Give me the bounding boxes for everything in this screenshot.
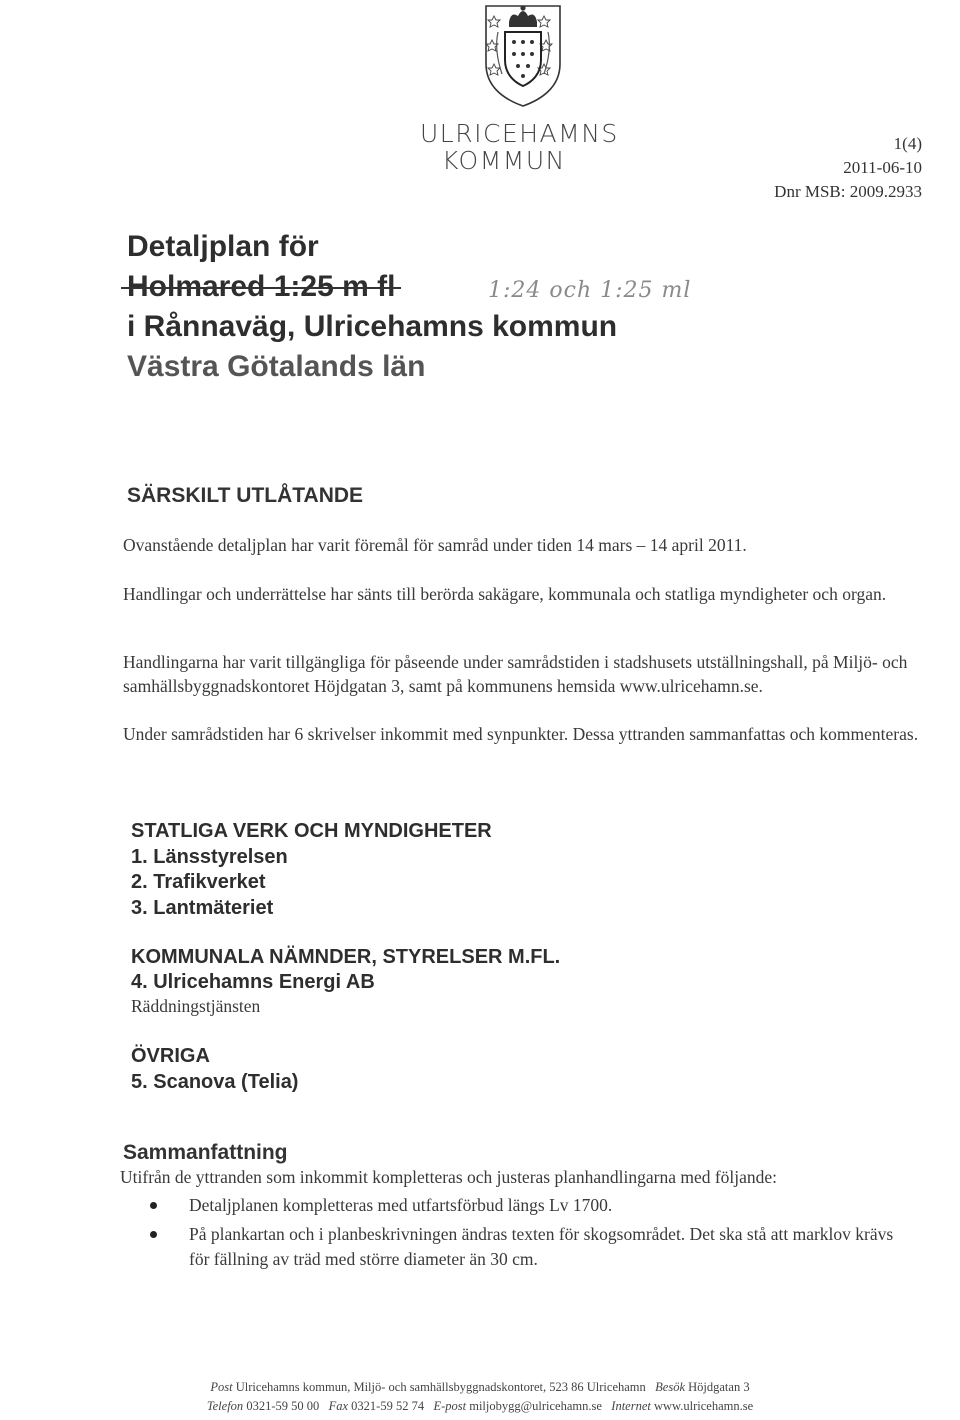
footer-phone-label: Telefon: [206, 1399, 244, 1413]
group-heading-ovriga: ÖVRIGA: [131, 1045, 210, 1067]
paragraph: Handlingar och underrättelse har sänts till berörda sakägare, kommunala och statliga myndigheter och organ.: [123, 584, 887, 604]
title-line4: Västra Götalands län: [127, 350, 426, 383]
footer-visit-value: Höjdgatan 3: [688, 1380, 750, 1394]
title-line2: [127, 270, 395, 304]
coat-of-arms-icon: [478, 2, 568, 110]
title-line3: i Rånnaväg, Ulricehamns kommun: [127, 310, 618, 343]
bullet-item: [150, 1222, 910, 1272]
title-line1: Detaljplan för: [127, 230, 319, 263]
footer-web-label: Internet: [611, 1399, 651, 1413]
bullet-text: Detaljplanen kompletteras med utfartsförbud längs Lv 1700.: [189, 1195, 613, 1215]
municipality-name-line2: KOMMUN: [442, 146, 566, 175]
group-heading-statliga: STATLIGA VERK OCH MYNDIGHETER: [131, 820, 492, 842]
list-item-sub: Räddningstjänsten: [131, 996, 261, 1016]
bullet-text: På plankartan och i planbeskrivningen ändras texten för skogsområdet. Det ska stå att marklov krävs för fällning av träd med större diameter än 30 cm.: [189, 1224, 894, 1269]
paragraph: Under samrådstiden har 6 skrivelser inkommit med synpunkter. Dessa yttranden sammanfattas och kommenteras.: [123, 724, 919, 744]
footer-web-value: www.ulricehamn.se: [653, 1399, 754, 1413]
footer-fax-value: 0321-59 52 74: [351, 1399, 425, 1413]
municipality-name-line1: ULRICEHAMNS: [420, 119, 619, 148]
bullet-dot-icon: [150, 1202, 157, 1209]
footer-line2: [0, 1399, 960, 1414]
footer-visit-label: Besök: [655, 1380, 685, 1394]
page-number: 1(4): [893, 134, 922, 153]
list-item: 1. Länsstyrelsen: [131, 846, 288, 868]
footer-email-value: miljobygg@ulricehamn.se: [469, 1399, 602, 1413]
summary-title: Sammanfattning: [123, 1141, 288, 1164]
list-item: 5. Scanova (Telia): [131, 1071, 299, 1093]
handwritten-annotation: 1:24 och 1:25 ml: [488, 278, 692, 303]
footer-email-label: E-post: [433, 1399, 467, 1413]
footer-line1: [0, 1380, 960, 1395]
section-title: SÄRSKILT UTLÅTANDE: [127, 484, 364, 507]
paragraph: Handlingarna har varit tillgängliga för påseende under samrådstiden i stadshusets utställningshall, på Miljö- och samhällsbyggnadskontoret Höjdgatan 3, samt på kommunens hemsida www.ulricehamn.se.: [123, 652, 908, 696]
bullet-item: [150, 1193, 910, 1218]
list-item: 4. Ulricehamns Energi AB: [131, 971, 375, 993]
bullet-dot-icon: [150, 1231, 157, 1238]
title-line2-text: Holmared 1:25 m fl: [127, 270, 396, 303]
paragraph: Ovanstående detaljplan har varit föremål för samråd under tiden 14 mars – 14 april 2011.: [123, 535, 747, 555]
list-item: 2. Trafikverket: [131, 871, 266, 893]
footer-post-label: Post: [210, 1380, 233, 1394]
document-reference: Dnr MSB: 2009.2933: [774, 182, 922, 201]
summary-intro: Utifrån de yttranden som inkommit kompletteras och justeras planhandlingarna med följande:: [120, 1167, 778, 1187]
document-date: 2011-06-10: [843, 158, 922, 177]
footer-fax-label: Fax: [328, 1399, 349, 1413]
group-heading-kommunala: KOMMUNALA NÄMNDER, STYRELSER M.FL.: [131, 946, 561, 968]
footer-phone-value: 0321-59 50 00: [246, 1399, 320, 1413]
footer-post-value: Ulricehamns kommun, Miljö- och samhällsbyggnadskontoret, 523 86 Ulricehamn: [235, 1380, 646, 1394]
list-item: 3. Lantmäteriet: [131, 897, 274, 919]
